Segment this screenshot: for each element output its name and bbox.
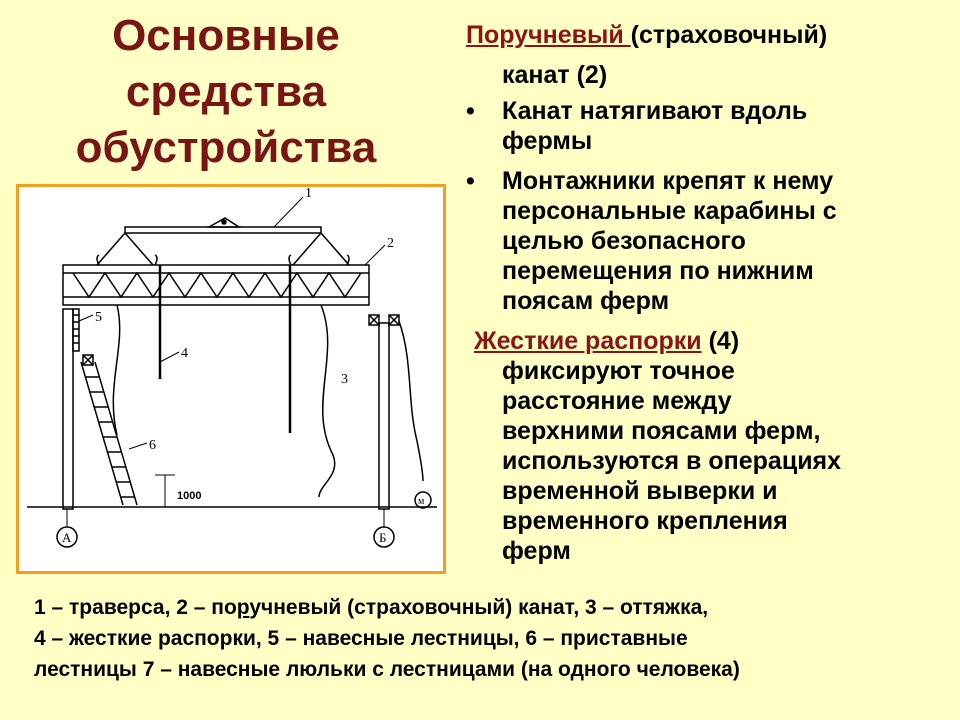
- braces-line-7: ферм: [502, 537, 571, 565]
- bullet-2-line-2: персональные карабины с: [502, 197, 837, 225]
- section-handrail-heading: [466, 20, 827, 50]
- truss-diagram-frame: [16, 184, 446, 574]
- label-2: 2: [387, 236, 394, 251]
- label-4: 4: [181, 346, 188, 361]
- guy-rope: [113, 305, 119, 435]
- axis-label-b: Б: [379, 530, 387, 545]
- title-line-2: средства: [125, 67, 327, 116]
- dimension-label: 1000: [177, 490, 202, 502]
- bullet-marker: •: [466, 167, 475, 195]
- truss: [63, 265, 369, 305]
- term-rigid-braces-rest: (4): [701, 327, 740, 355]
- caption-line-3: лестницы 7 – навесные люльки с лестницами (на одного человека): [34, 658, 740, 681]
- bullet-1-line-2: фермы: [502, 127, 593, 155]
- section-handrail-cont: канат (2): [502, 61, 608, 89]
- caption-line-1: 1 – траверса, 2 – поручневый (страховочный) канат, 3 – оттяжка,: [34, 596, 709, 619]
- label-5: 5: [95, 310, 102, 325]
- cradle-label: м: [418, 496, 425, 507]
- bullet-2-line-5: поясам ферм: [502, 287, 670, 315]
- column-left: [63, 309, 73, 509]
- truss-diagram: [19, 187, 443, 571]
- title-line-1: Основные: [112, 11, 340, 60]
- braces-line-2: расстояние между: [502, 387, 732, 415]
- label-6: 6: [149, 438, 156, 453]
- column-right: [379, 323, 389, 509]
- label-3: 3: [341, 372, 348, 387]
- braces-line-3: верхними поясами ферм,: [502, 417, 821, 445]
- bullet-1-line-1: Канат натягивают вдоль: [502, 97, 808, 125]
- braces-line-5: временной выверки и: [502, 477, 778, 505]
- figure-caption: [34, 592, 944, 685]
- braces-line-4: используются в операциях: [502, 447, 842, 475]
- term-rigid-braces: Жесткие распорки: [474, 327, 702, 355]
- bullet-2-line-1: Монтажники крепят к нему: [502, 167, 834, 195]
- traverse-beam: [125, 227, 321, 233]
- bullet-2-line-3: целью безопасного: [502, 227, 746, 255]
- slide-title: [40, 8, 412, 176]
- axis-label-a: А: [62, 530, 72, 545]
- braces-line-1: фиксируют точное: [502, 357, 735, 385]
- section-braces-heading: [474, 326, 739, 356]
- bullet-2-line-4: перемещения по нижним: [502, 257, 814, 285]
- term-handrail: Поручневый: [466, 21, 631, 49]
- braces-line-6: временного крепления: [502, 507, 788, 535]
- title-line-3: обустройства: [75, 123, 377, 172]
- guy-rope: [319, 305, 335, 497]
- term-handrail-rest: (страховочный): [630, 21, 828, 49]
- caption-line-2: 4 – жесткие распорки, 5 – навесные лестницы, 6 – приставные: [34, 627, 688, 650]
- label-1: 1: [305, 187, 312, 201]
- bullet-marker: •: [466, 97, 475, 125]
